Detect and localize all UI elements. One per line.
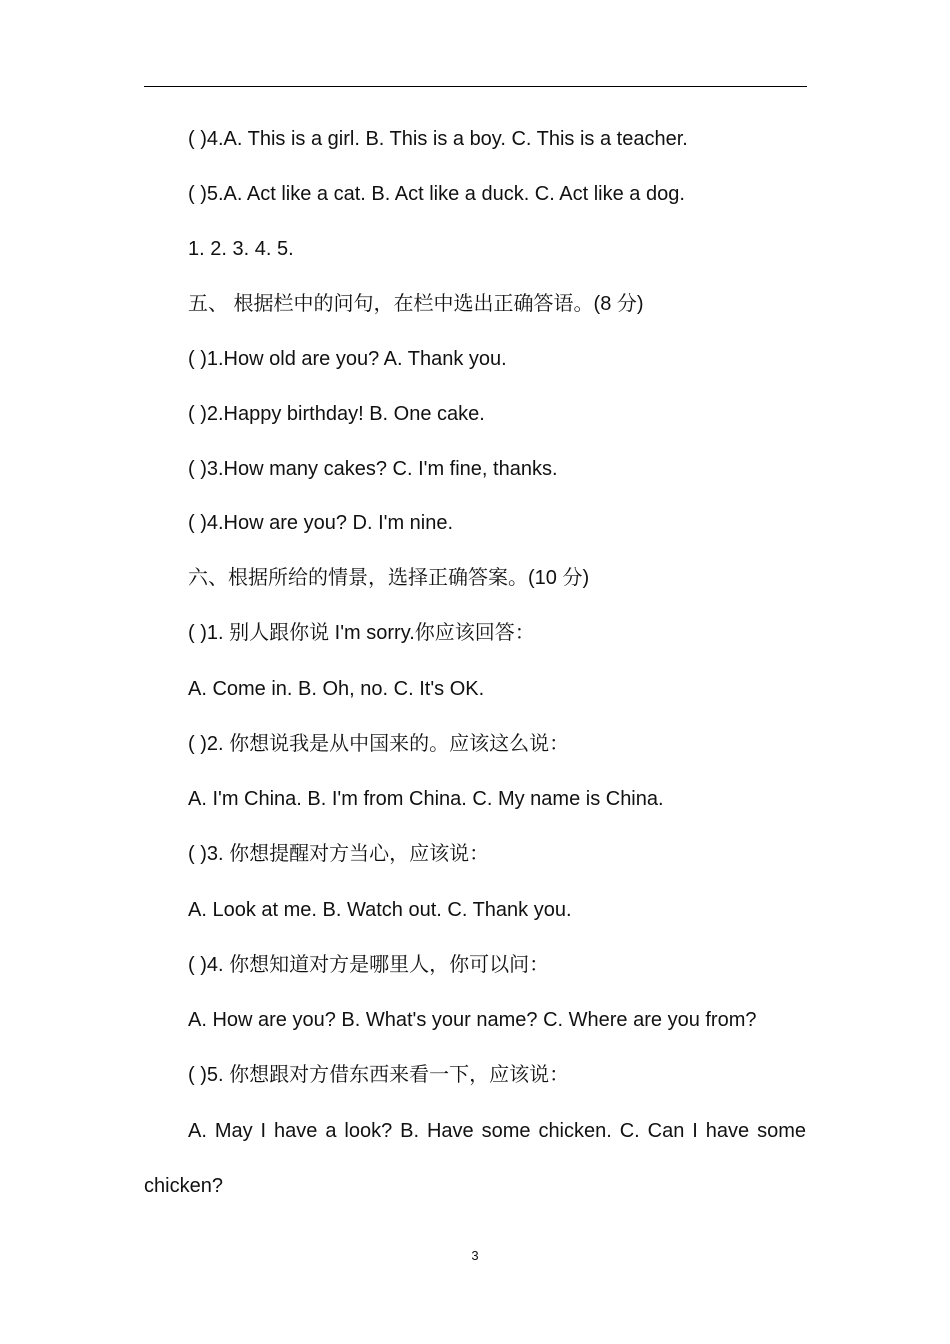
section-6-options-1: A. Come in. B. Oh, no. C. It's OK. <box>188 678 485 700</box>
question-4-listening: ( )4.A. This is a girl. B. This is a boy. C. This is a teacher. <box>188 128 688 150</box>
section-5-item-2: ( )2.Happy birthday! B. One cake. <box>188 403 485 425</box>
section-6-options-4: A. How are you? B. What's your name? C. Where are you from? <box>188 1009 757 1031</box>
section-6-question-1: ( )1. 别人跟你说 I'm sorry.你应该回答： <box>188 622 535 644</box>
section-5-item-4: ( )4.How are you? D. I'm nine. <box>188 512 454 534</box>
section-6-options-3: A. Look at me. B. Watch out. C. Thank you. <box>188 899 572 921</box>
page-number: 3 <box>471 1248 479 1263</box>
section-5-item-1: ( )1.How old are you? A. Thank you. <box>188 348 507 370</box>
section-5-item-3: ( )3.How many cakes? C. I'm fine, thanks. <box>188 458 558 480</box>
section-6-question-4: ( )4. 你想知道对方是哪里人，你可以问： <box>188 954 550 976</box>
section-6-options-2: A. I'm China. B. I'm from China. C. My name is China. <box>188 788 664 810</box>
section-6-question-5: ( )5. 你想跟对方借东西来看一下，应该说： <box>188 1064 570 1086</box>
section-6-options-5-continued: chicken? <box>144 1175 223 1197</box>
section-6-question-2: ( )2. 你想说我是从中国来的。应该这么说： <box>188 733 570 755</box>
section-5-heading: 五、 根据栏中的问句，在栏中选出正确答语。(8 分) <box>188 293 644 315</box>
section-6-heading: 六、根据所给的情景，选择正确答案。(10 分) <box>188 567 590 589</box>
section-6-question-3: ( )3. 你想提醒对方当心，应该说： <box>188 843 490 865</box>
header-rule <box>144 86 807 87</box>
question-5-listening: ( )5.A. Act like a cat. B. Act like a duck. C. Act like a dog. <box>188 183 685 205</box>
section-6-options-5: A. May I have a look? B. Have some chicken. C. Can I have some <box>188 1120 806 1142</box>
answer-numbers: 1. 2. 3. 4. 5. <box>188 238 294 260</box>
